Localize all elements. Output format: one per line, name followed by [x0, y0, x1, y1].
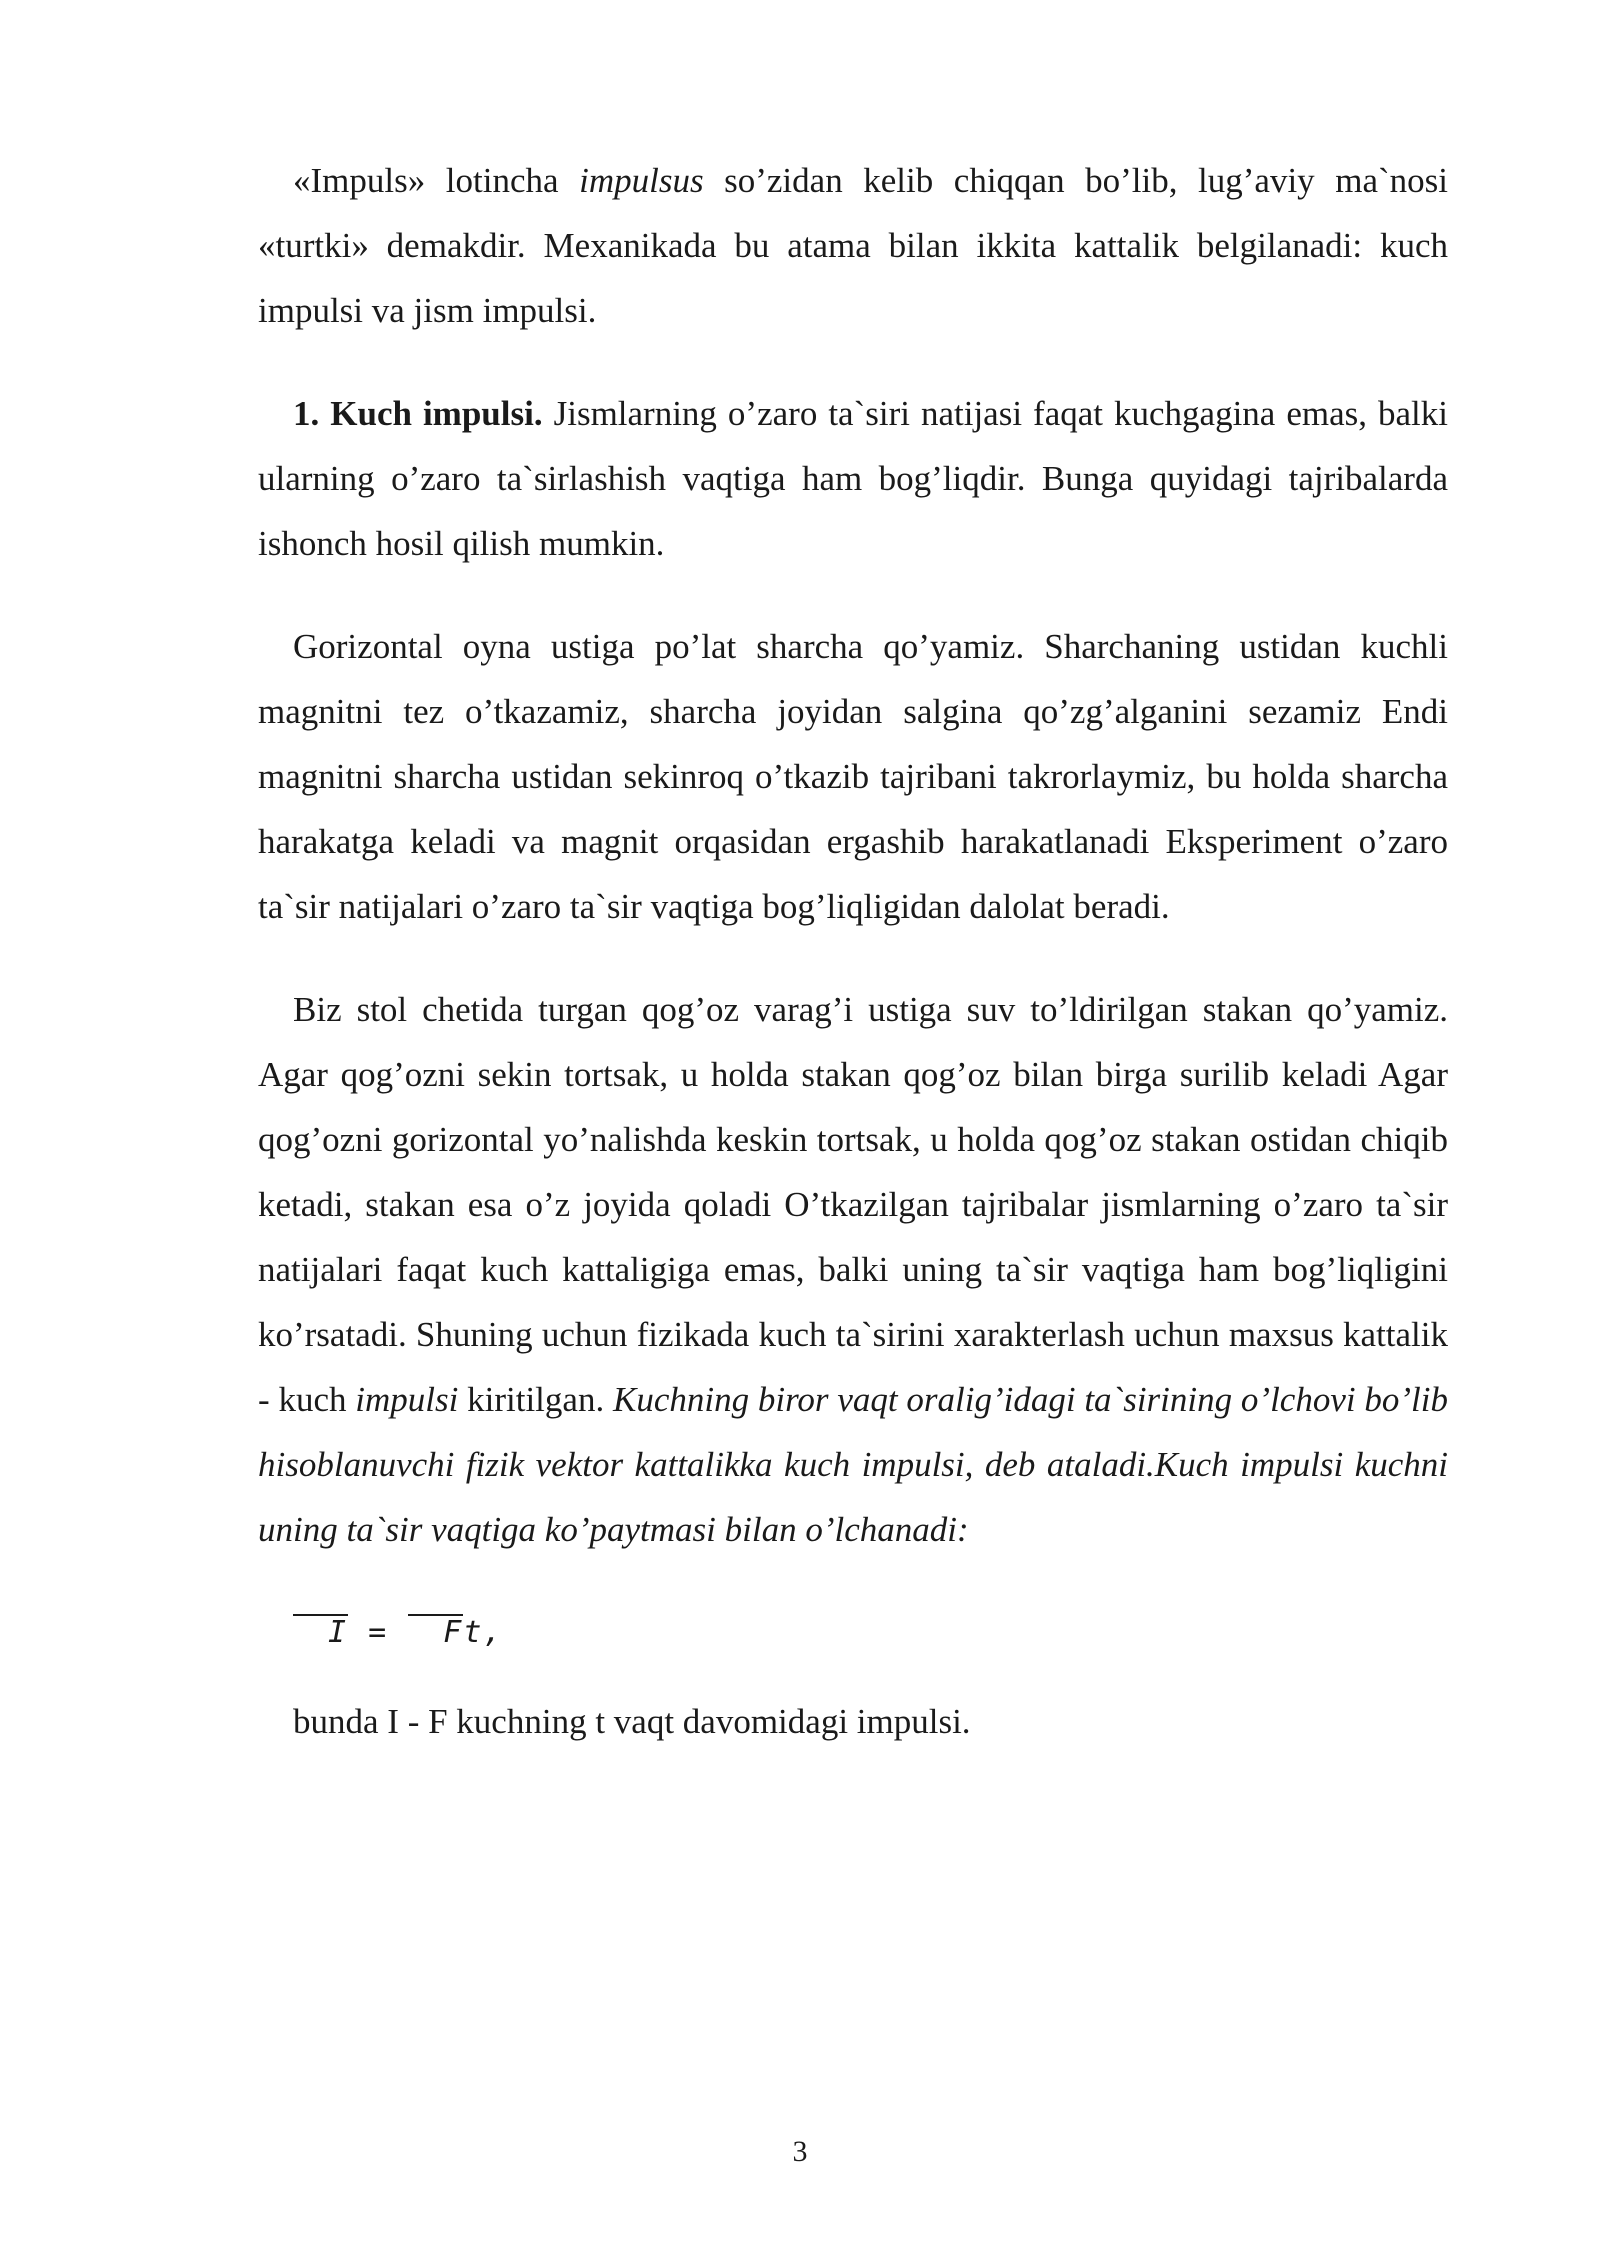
page-number: 3	[792, 2135, 808, 2168]
italic-term: impulsus	[579, 161, 704, 200]
definition-italic: Kuchning biror vaqt oralig’idagi ta`sirining o’lchovi bo’lib hisoblanuvchi fizik vektor kattalikka kuch impulsi, deb ataladi.Kuch impulsi kuchni uning ta`sir vaqtiga ko’paytmasi bilan o’lchanadi:	[258, 1380, 1448, 1549]
text-span: Jismlarning o’zaro ta`siri natijasi faqat kuchgagina emas, balki ularning o’zaro ta`sirlashish vaqtiga ham bog’liqdir. Bunga quyidagi tajribalarda ishonch hosil qilish mumkin.	[258, 394, 1448, 563]
time-variable: t	[463, 1615, 484, 1650]
vector-i: I	[293, 1600, 348, 1665]
formula-caption: bunda I - F kuchning t vaqt davomidagi impulsi.	[293, 1702, 971, 1741]
text-span: Biz stol chetida turgan qog’oz varag’i ustiga suv to’ldirilgan stakan qo’yamiz. Agar qog’ozni sekin tortsak, u holda stakan qog’oz bilan birga surilib keladi Agar qog’ozni gorizontal yo’nalishda keskin tortsak, u holda qog’oz stakan ostidan chiqib ketadi, stakan esa o’z joyida qoladi O’tkazilgan tajribalar jismlarning o’zaro ta`sir natijalari faqat kuch kattaligiga emas, balki uning ta`sir vaqtiga ham bog’liqligini ko’rsatadi. Shuning uchun fizikada kuch ta`sirini xarakterlash uchun maxsus kattalik - kuch	[258, 990, 1448, 1419]
italic-term: impulsi	[355, 1380, 459, 1419]
formula-comma: ,	[483, 1615, 504, 1650]
paragraph-paper-experiment	[258, 977, 1448, 1562]
section-heading: 1. Kuch impulsi.	[293, 394, 543, 433]
paragraph-intro	[258, 148, 1448, 343]
vector-f: F	[408, 1600, 463, 1665]
equals-sign: =	[348, 1615, 409, 1650]
text-span: so’zidan kelib chiqqan bo’lib, lug’aviy ma`nosi «turtki» demakdir. Mexanikada bu atama bilan ikkita kattalik belgilanadi: kuch impulsi va jism impulsi.	[258, 161, 1448, 330]
document-page	[258, 148, 1448, 1792]
paragraph-magnet-experiment: Gorizontal oyna ustiga po’lat sharcha qo’yamiz. Sharchaning ustidan kuchli magnitni tez o’tkazamiz, sharcha joyidan salgina qo’zg’alganini sezamiz Endi magnitni sharcha ustidan sekinroq o’tkazib tajribani takrorlaymiz, bu holda sharcha harakatga keladi va magnit orqasidan ergashib harakatlanadi Eksperiment o’zaro ta`sir natijalari o’zaro ta`sir vaqtiga bog’liqligidan dalolat beradi.	[258, 627, 1448, 926]
impulse-formula	[258, 1600, 1448, 1665]
text-span: kiritilgan.	[458, 1380, 613, 1419]
text-span: «Impuls» lotincha	[293, 161, 580, 200]
paragraph-force-impulse	[258, 381, 1448, 576]
